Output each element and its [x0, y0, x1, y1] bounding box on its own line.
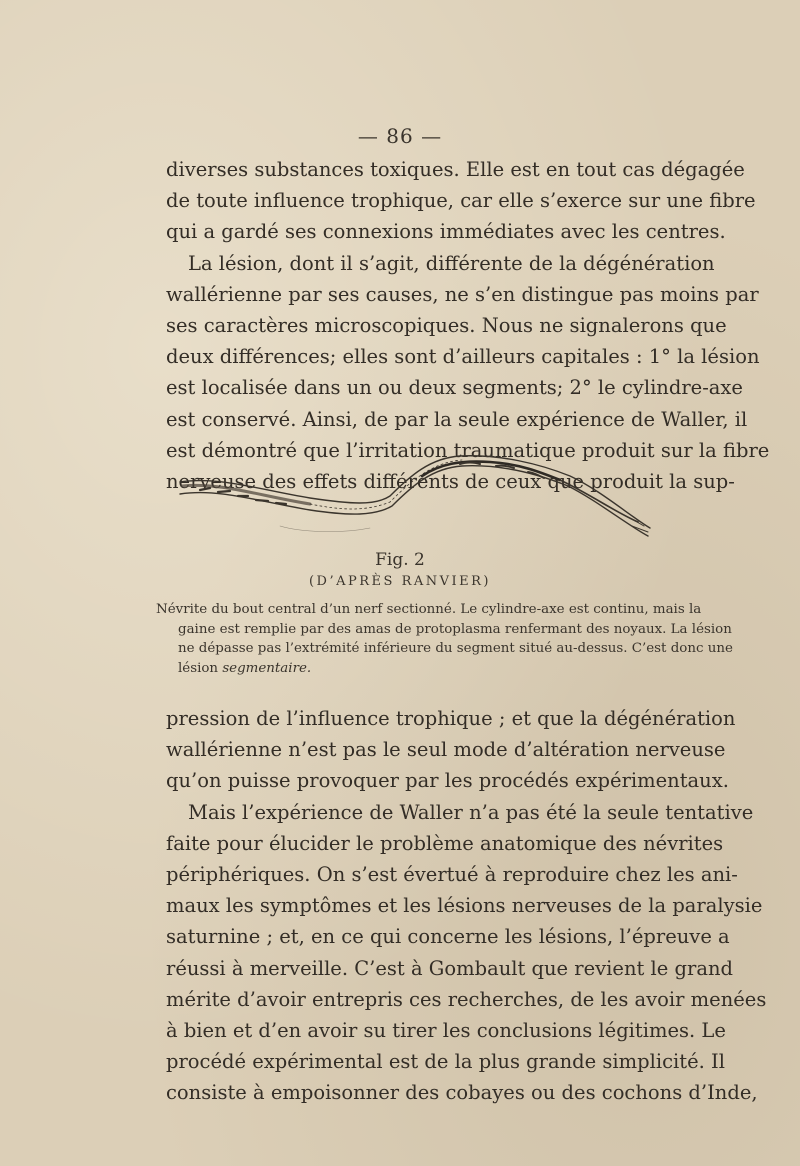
text-line: Mais l’expérience de Waller n’a pas été la seule tentative — [188, 800, 754, 824]
text-line: de toute influence trophique, car elle s’exerce sur une fibre — [166, 189, 756, 213]
text-line: deux différences; elles sont d’ailleurs capitales : 1° la lésion — [166, 345, 760, 369]
text-line: faite pour élucider le problème anatomique des névrites — [166, 831, 724, 855]
text-line: consiste à empoisonner des cobayes ou des cochons d’Inde, — [166, 1081, 758, 1105]
text-line: réussi à merveille. C’est à Gombault que revient le grand — [166, 956, 733, 980]
text-line: ses caractères microscopiques. Nous ne signalerons que — [166, 313, 727, 337]
text-line: mérite d’avoir entrepris ces recherches, de les avoir menées — [166, 987, 767, 1011]
figure-caption — [156, 600, 733, 678]
text-line: La lésion, dont il s’agit, différente de la dégénération — [188, 251, 715, 275]
caption-line: ne dépasse pas l’extrémité inférieure du segment situé au-dessus. C’est donc une — [178, 641, 733, 656]
caption-text: lésion — [178, 660, 223, 676]
text-line: diverses substances toxiques. Elle est en tout cas dégagée — [166, 158, 745, 181]
text-line: qui a gardé ses connexions immédiates avec les centres. — [166, 220, 726, 244]
text-line: procédé expérimental est de la plus grande simplicité. Il — [166, 1050, 725, 1074]
bottom-paragraph — [166, 703, 767, 1108]
nerve-fiber-illustration — [160, 446, 735, 556]
page-number: — 86 — — [357, 124, 443, 148]
caption-line — [178, 659, 654, 679]
text-line: est localisée dans un ou deux segments; 2° le cylindre-axe — [166, 376, 743, 400]
caption-line: gaine est remplie par des amas de protoplasma renfermant des noyaux. La lésion — [178, 621, 732, 637]
text-line: saturnine ; et, en ce qui concerne les lésions, l’épreuve a — [166, 925, 730, 949]
text-line: qu’on puisse provoquer par les procédés expérimentaux. — [166, 769, 729, 793]
text-line: pression de l’influence trophique ; et que la dégénération — [166, 707, 736, 730]
text-line: à bien et d’en avoir su tirer les conclusions légitimes. Le — [166, 1018, 726, 1042]
caption-emphasis: segmentaire. — [222, 660, 312, 676]
text-line: est conservé. Ainsi, de par la seule expérience de Waller, il — [166, 407, 748, 431]
figure-label: Fig. 2 — [375, 550, 425, 570]
text-line: périphériques. On s’est évertué à reproduire chez les ani- — [166, 862, 738, 886]
text-line: wallérienne n’est pas le seul mode d’altération nerveuse — [166, 738, 726, 762]
figure-credit: (D’APRÈS RANVIER) — [308, 574, 491, 589]
text-line: maux les symptômes et les lésions nerveuses de la paralysie — [166, 894, 763, 918]
caption-line: Névrite du bout central d’un nerf sectionné. Le cylindre-axe est continu, mais la — [156, 602, 702, 617]
text-line: wallérienne par ses causes, ne s’en distingue pas moins par — [166, 282, 759, 306]
text-line: est démontré que l’irritation traumatique produit sur la fibre — [166, 438, 770, 462]
text-line: nerveuse des effets différents de ceux que produit la sup- — [166, 469, 735, 493]
